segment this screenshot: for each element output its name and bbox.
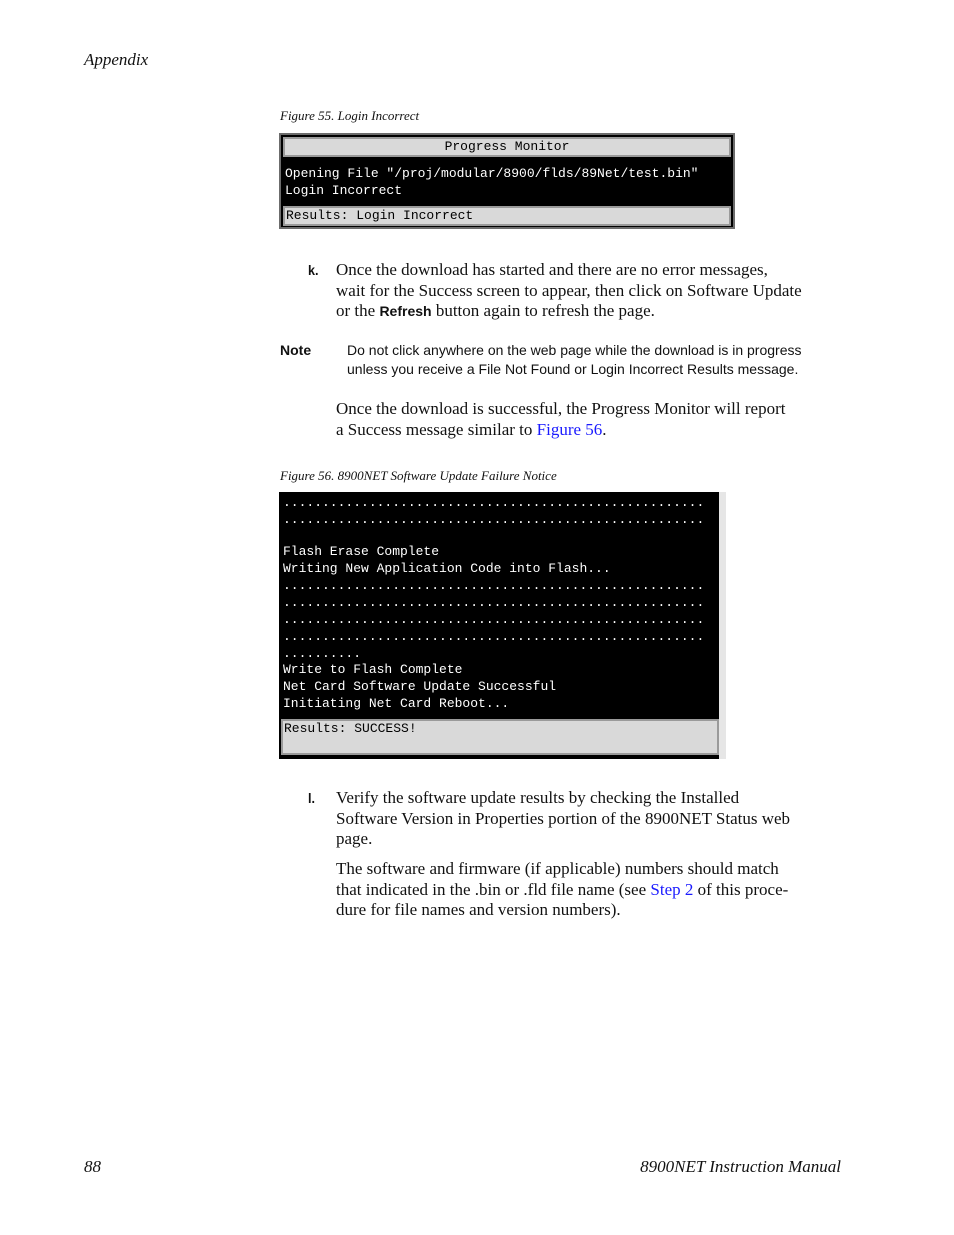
refresh-button-reference: Refresh — [379, 303, 432, 319]
step-2-link[interactable]: Step 2 — [650, 879, 694, 899]
text-line: unless you receive a File Not Found or Login Incorrect Results message. — [347, 361, 799, 377]
step-l-letter: l. — [308, 790, 316, 806]
page-number: 88 — [84, 1157, 101, 1176]
terminal-line: ...................................................... — [283, 495, 705, 510]
step-k-text — [336, 260, 856, 322]
progress-monitor-title-bar: Progress Monitor — [283, 137, 731, 157]
figure-56-link[interactable]: Figure 56 — [536, 419, 603, 439]
success-paragraph — [336, 399, 856, 440]
text-span: . — [602, 419, 607, 439]
terminal-scrollbar — [719, 492, 726, 759]
terminal-line: ...................................................... — [283, 578, 705, 593]
firmware-paragraph — [336, 859, 856, 921]
terminal-line: ...................................................... — [283, 629, 705, 644]
terminal-line: Flash Erase Complete — [283, 544, 440, 559]
text-span: a Success message similar to — [336, 419, 537, 439]
text-line: Verify the software update results by checking the Installed — [336, 788, 740, 807]
text-line — [336, 301, 856, 322]
terminal-line: Login Incorrect — [285, 183, 403, 198]
manual-title: 8900NET Instruction Manual — [640, 1157, 841, 1176]
note-text — [347, 341, 847, 379]
text-line: Once the download is successful, the Progress Monitor will report — [336, 399, 786, 418]
text-line: Do not click anywhere on the web page while the download is in progress — [347, 342, 802, 358]
text-line: dure for file names and version numbers). — [336, 900, 621, 919]
text-line: Software Version in Properties portion of the 8900NET Status web — [336, 808, 791, 828]
text-line: wait for the Success screen to appear, then click on Software Update — [336, 280, 802, 300]
text-span: that indicated in the .bin or .fld file name (see — [336, 879, 651, 899]
terminal-line: .......... — [283, 646, 362, 661]
text-span: button again to refresh the page. — [431, 301, 655, 320]
text-line: page. — [336, 829, 373, 848]
text-span: of this proce- — [693, 879, 789, 899]
step-k-letter: k. — [308, 262, 319, 278]
text-line: Once the download has started and there are no error messages, — [336, 260, 768, 279]
results-bar: Results: SUCCESS! — [281, 719, 719, 755]
note-label: Note — [280, 342, 312, 358]
running-header: Appendix — [84, 50, 149, 69]
step-l-text — [336, 788, 856, 850]
figure-55-progress-monitor — [279, 133, 735, 229]
terminal-line: Initiating Net Card Reboot... — [283, 696, 510, 711]
text-line — [336, 880, 856, 901]
figure-56-terminal — [279, 492, 726, 759]
terminal-line: ...................................................... — [283, 612, 705, 627]
terminal-line: ...................................................... — [283, 512, 705, 527]
text-line: The software and firmware (if applicable) numbers should match — [336, 859, 779, 878]
terminal-line: Writing New Application Code into Flash... — [283, 561, 611, 576]
terminal-line: Opening File "/proj/modular/8900/flds/89Net/test.bin" — [285, 166, 699, 181]
figure-55-caption: Figure 55. Login Incorrect — [280, 108, 420, 123]
terminal-line: ...................................................... — [283, 595, 705, 610]
figure-56-caption: Figure 56. 8900NET Software Update Failure Notice — [280, 468, 557, 483]
terminal-line: Net Card Software Update Successful — [283, 679, 557, 694]
text-span: or the — [336, 301, 380, 320]
text-line — [336, 420, 856, 441]
results-bar: Results: Login Incorrect — [283, 206, 731, 226]
terminal-line: Write to Flash Complete — [283, 662, 463, 677]
